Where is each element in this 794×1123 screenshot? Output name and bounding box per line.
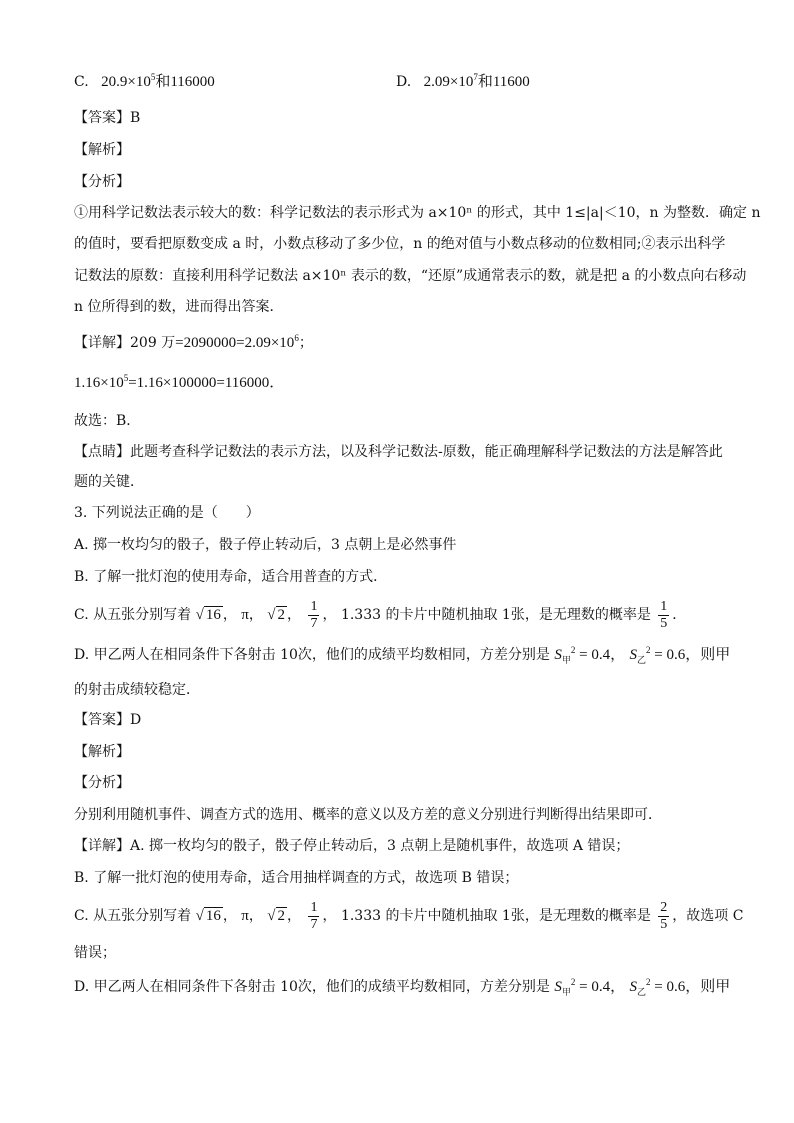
fraction-numerator: 1 <box>310 899 318 915</box>
variance-superscript: 2 <box>570 645 576 655</box>
q3-option-c-mid: 1.333 的卡片中随机抽取 1张，是无理数的概率是 <box>340 607 651 623</box>
sqrt-2: √ 2 <box>267 908 286 924</box>
q3-option-b: B. 了解一批灯泡的使用寿命，适合用普查的方式． <box>74 569 388 585</box>
answer-value: B <box>130 110 141 126</box>
sqrt-16: √ 16 <box>195 908 221 924</box>
q2-detail-1-end: ； <box>298 335 313 351</box>
q3-option-d-line-1 <box>74 645 731 665</box>
variance-superscript: 2 <box>570 977 576 987</box>
q2-fenxi-line-3: 记数法的原数：直接利用科学记数法 a×10ⁿ 表示的数，“还原”成通常表示的数，就是把 a 的小数点向右移动 <box>74 268 747 284</box>
fraction-denominator: 5 <box>660 615 668 631</box>
variance-superscript: 2 <box>646 977 651 987</box>
detail-tag: 【详解】 <box>74 335 130 351</box>
fraction-numerator: 1 <box>310 598 318 614</box>
sqrt-16-radicand: 16 <box>205 908 221 924</box>
variance-yi-value: = 0.6，则甲 <box>650 979 731 995</box>
q3-analysis-tag: 【解析】 <box>74 744 130 760</box>
answer-tag: 【答案】 <box>74 110 130 126</box>
fraction-numerator: 2 <box>660 899 668 915</box>
q3-option-c-pre: C. 从五张分别写着 <box>74 607 192 623</box>
q3-option-d-line-2: 的射击成绩较稳定． <box>74 682 200 698</box>
variance-jia <box>554 979 625 995</box>
sqrt-2: √ 2 <box>267 607 286 623</box>
q3-option-c-end: ． <box>672 607 687 623</box>
q3-detail-d <box>74 977 731 997</box>
q3-fenxi-line: 分别利用随机事件、调查方式的选用、概率的意义以及方差的意义分别进行判断得出结果即可． <box>74 807 662 823</box>
q3-fenxi-tag: 【分析】 <box>74 775 130 791</box>
variance-jia <box>554 647 625 663</box>
q2-detail-1a: 209 万 <box>130 335 176 351</box>
variance-symbol: S <box>554 979 562 995</box>
q2-option-d-exp: 7 <box>473 72 478 82</box>
q3-detail-c-pre: C. 从五张分别写着 <box>74 908 192 924</box>
q2-fenxi-line-1: ①用科学记数法表示较大的数：科学记数法的表示形式为 a×10ⁿ 的形式，其中 1≤|a|＜10，n 为整数．确定 n <box>74 205 761 221</box>
q2-option-d-math <box>424 74 530 90</box>
detail-tag: 【详解】 <box>74 838 130 854</box>
q2-detail-line-1 <box>74 333 720 353</box>
variance-subscript-jia: 甲 <box>561 987 571 997</box>
variance-subscript-yi: 乙 <box>637 987 647 997</box>
variance-symbol: S <box>629 647 638 663</box>
q2-option-c-label: C. <box>74 74 89 90</box>
q3-detail-a <box>74 836 720 856</box>
q3-detail-c-mid: 1.333 的卡片中随机抽取 1张，是无理数的概率是 <box>340 908 651 924</box>
q3-detail-c: C. 从五张分别写着 √ 16 ， π， √ 2 ， $\frac{1}{7}$ ， 1.333 的卡片中随机抽取 1张，是无理数的概率是 $\frac{2}{5}$ ，故选项 C <box>74 899 744 932</box>
q2-detail-1b: =2090000=2.09×10 <box>175 335 295 351</box>
q2-fenxi-line-4: n 位所得到的数，进而得出答案． <box>74 299 284 315</box>
q2-choose: 故选：B． <box>74 413 141 429</box>
q3-answer <box>74 710 720 730</box>
q2-answer <box>74 108 720 128</box>
q2-option-d-base: 2.09×10 <box>423 74 474 90</box>
fraction-denominator: 7 <box>310 615 318 631</box>
sqrt-2-radicand: 2 <box>277 908 286 924</box>
q3-detail-d-pre: D. 甲乙两人在相同条件下各射击 10次，他们的成绩平均数相同，方差分别是 <box>74 979 550 995</box>
q3-stem: 3. 下列说法正确的是（ ） <box>74 505 260 521</box>
answer-value: D <box>130 712 142 728</box>
q2-fenxi-line-2: 的值时，要看把原数变成 a 时，小数点移动了多少位，n 的绝对值与小数点移动的位数相同;②表示出科学 <box>74 236 726 252</box>
q2-option-d-label: D. <box>396 74 412 90</box>
q2-detail-1-math <box>175 335 299 351</box>
q2-option-c-exp: 5 <box>150 72 156 82</box>
dianjing-tag: 【点睛】 <box>74 444 130 460</box>
variance-jia-value: = 0.4， <box>575 979 626 995</box>
pi-symbol: π <box>241 607 249 623</box>
q3-detail-c-line-2: 错误； <box>74 945 116 961</box>
fraction-denominator: 5 <box>660 916 668 932</box>
q2-option-c-tail: 和116000 <box>155 74 215 90</box>
variance-symbol: S <box>629 979 638 995</box>
q2-option-d-tail: 和11600 <box>477 74 530 90</box>
sqrt-16: √ 16 <box>195 607 221 623</box>
variance-jia-value: = 0.4， <box>575 647 626 663</box>
fraction-denominator: 7 <box>310 916 318 932</box>
q2-dianjing-line-1 <box>74 442 723 462</box>
fraction-numerator: 1 <box>660 598 668 614</box>
variance-yi <box>630 979 731 995</box>
q2-option-c-base: 20.9×10 <box>101 74 151 90</box>
fraction-1-7 <box>308 900 319 933</box>
sqrt-16-radicand: 16 <box>205 607 221 623</box>
q2-dianjing-line-2: 题的关键． <box>74 474 144 490</box>
q2-analysis-tag: 【解析】 <box>74 142 130 158</box>
fraction-1-7 <box>308 599 319 632</box>
q3-option-d-pre: D. 甲乙两人在相同条件下各射击 10次，他们的成绩平均数相同，方差分别是 <box>74 647 550 663</box>
q2-option-row <box>74 72 720 92</box>
sqrt-2-radicand: 2 <box>277 607 286 623</box>
variance-yi-value: = 0.6，则甲 <box>650 647 731 663</box>
fraction-2-5 <box>658 900 669 933</box>
q2-fenxi-tag: 【分析】 <box>74 174 130 190</box>
variance-yi <box>630 647 731 663</box>
fraction-1-5 <box>658 599 669 632</box>
q2-dianjing-text-1: 此题考查科学记数法的表示方法，以及科学记数法-原数，能正确理解科学记数法的方法是解答此 <box>130 444 723 460</box>
q3-option-a: A. 掷一枚均匀的骰子，骰子停止转动后，3 点朝上是必然事件 <box>74 537 457 553</box>
variance-superscript: 2 <box>646 645 651 655</box>
variance-subscript-jia: 甲 <box>561 655 571 665</box>
variance-subscript-yi: 乙 <box>637 655 647 665</box>
q3-option-c: C. 从五张分别写着 √ 16 ， π， √ 2 ， $\frac{1}{7}$ ， 1.333 的卡片中随机抽取 1张，是无理数的概率是 $\frac{1}{5}$ ． <box>74 598 687 631</box>
q3-detail-b: B. 了解一批灯泡的使用寿命，适合用抽样调查的方式，故选项 B 错误； <box>74 870 519 886</box>
pi-symbol: π <box>241 908 249 924</box>
variance-symbol: S <box>554 647 562 663</box>
q2-option-d <box>396 72 530 92</box>
q3-detail-a-text: A. 掷一枚均匀的骰子，骰子停止转动后，3 点朝上是随机事件，故选项 A 错误； <box>130 838 630 854</box>
q2-detail-line-2 <box>74 373 720 393</box>
q2-detail-1-exp: 6 <box>294 333 299 343</box>
q3-detail-c-end: ，故选项 C <box>672 908 744 924</box>
q2-detail-2-exp: 5 <box>123 373 129 383</box>
q2-option-c-math <box>101 74 215 90</box>
answer-tag: 【答案】 <box>74 712 130 728</box>
q2-detail-2a: 1.16×10 <box>74 375 124 391</box>
q2-detail-2b: =1.16×100000=116000． <box>128 375 285 391</box>
